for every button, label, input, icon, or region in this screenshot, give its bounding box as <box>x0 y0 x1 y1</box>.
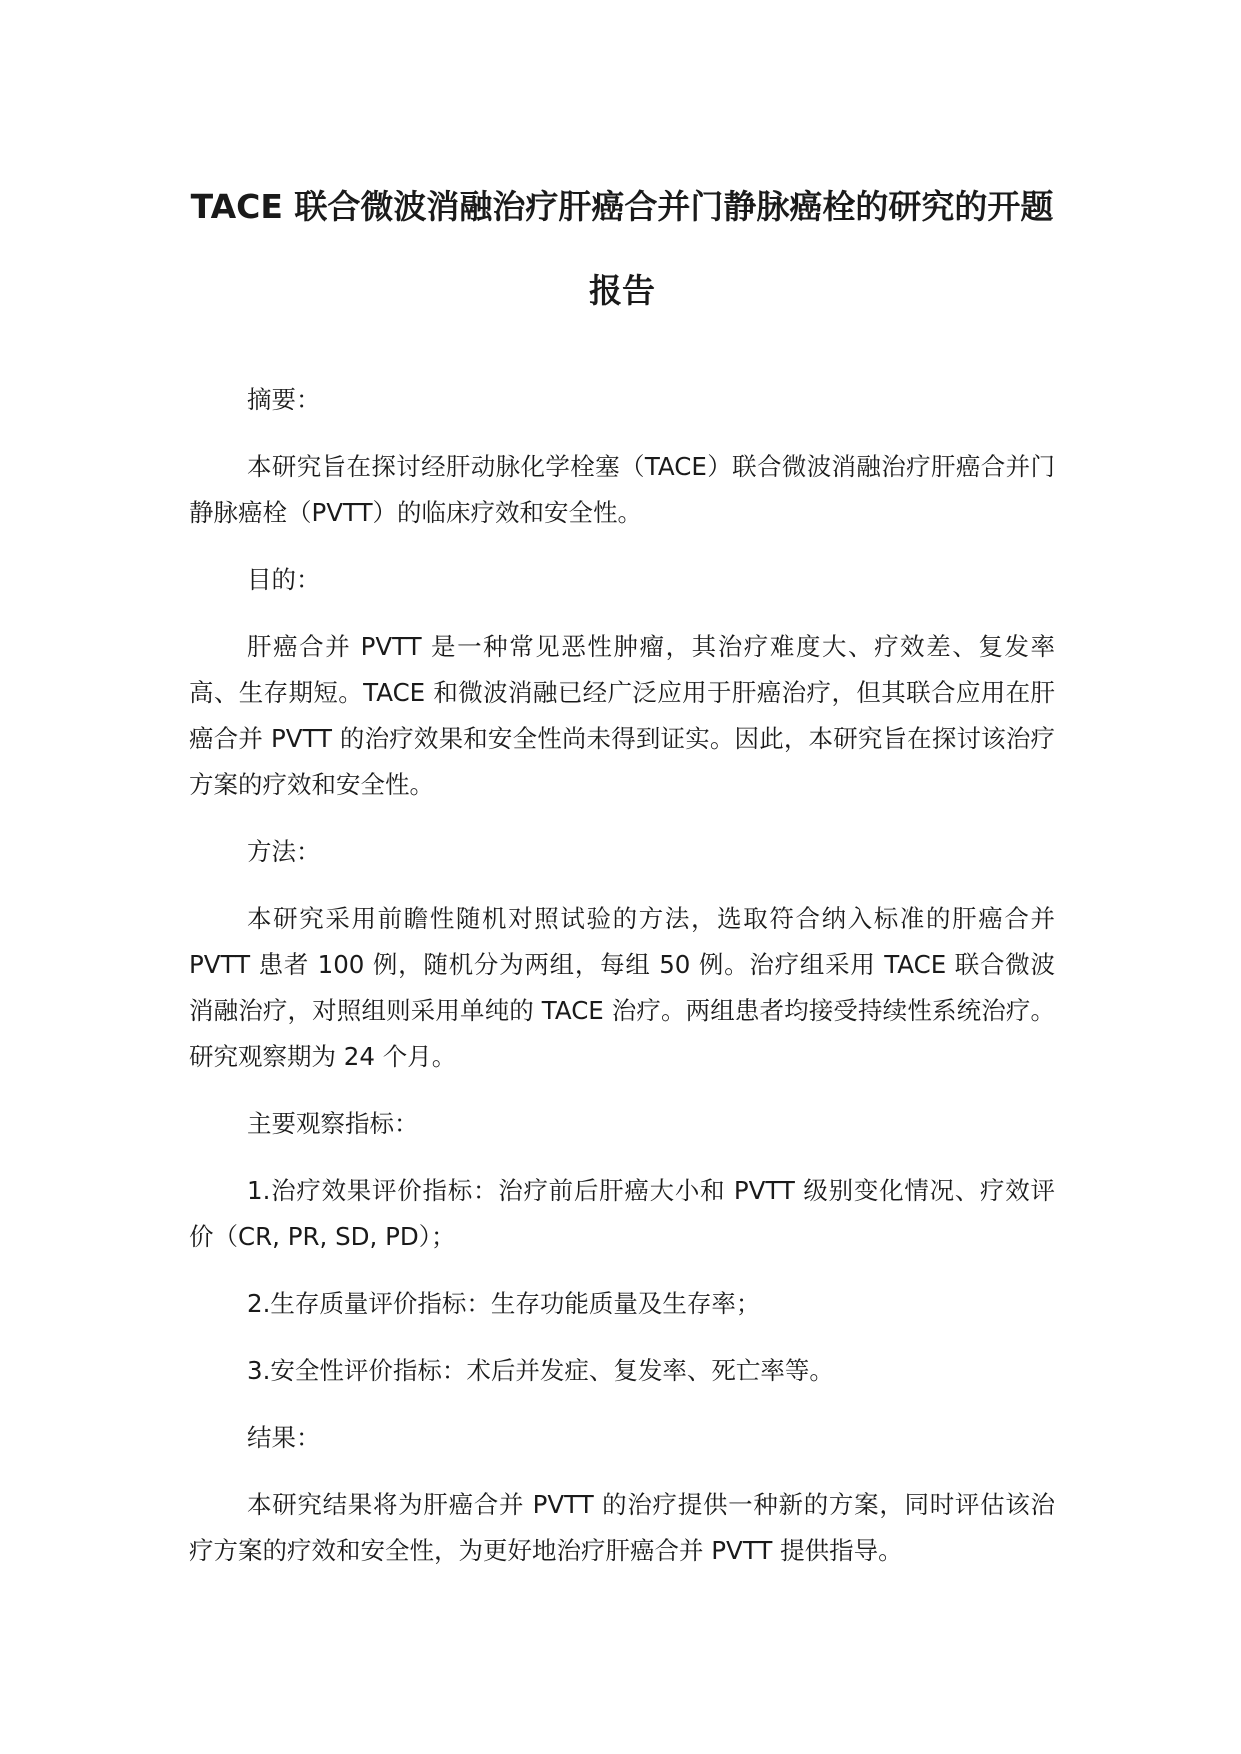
section-heading-methods: 方法： <box>247 837 321 866</box>
paragraph-methods: 本研究采用前瞻性随机对照试验的方法，选取符合纳入标准的肝癌合并 PVTT 患者 100 例，随机分为两组，每组 50 例。治疗组采用 TACE 联合微波消融治疗，对照组则采用单纯的 TACE 治疗。两组患者均接受持续性系统治疗。研究观察期为 24 个月。 <box>189 904 1055 1071</box>
document-body <box>189 377 1055 1595</box>
list-item-indicator-1: 1.治疗效果评价指标：治疗前后肝癌大小和 PVTT 级别变化情况、疗效评价（CR, PR, SD, PD）； <box>189 1176 1055 1251</box>
paragraph-objective: 肝癌合并 PVTT 是一种常见恶性肿瘤，其治疗难度大、疗效差、复发率高、生存期短。TACE 和微波消融已经广泛应用于肝癌治疗，但其联合应用在肝癌合并 PVTT 的治疗效果和安全性尚未得到证实。因此，本研究旨在探讨该治疗方案的疗效和安全性。 <box>189 632 1055 799</box>
section-heading-results: 结果： <box>247 1423 321 1452</box>
section-heading-abstract: 摘要： <box>247 385 321 414</box>
document-title: TACE 联合微波消融治疗肝癌合并门静脉癌栓的研究的开题报告 <box>190 187 1054 310</box>
section-heading-objective: 目的： <box>247 565 321 594</box>
section-heading-indicators: 主要观察指标： <box>247 1109 419 1138</box>
paragraph-abstract: 本研究旨在探讨经肝动脉化学栓塞（TACE）联合微波消融治疗肝癌合并门静脉癌栓（PVTT）的临床疗效和安全性。 <box>189 452 1055 527</box>
list-item-indicator-3: 3.安全性评价指标：术后并发症、复发率、死亡率等。 <box>247 1356 834 1385</box>
paragraph-results: 本研究结果将为肝癌合并 PVTT 的治疗提供一种新的方案，同时评估该治疗方案的疗效和安全性，为更好地治疗肝癌合并 PVTT 提供指导。 <box>189 1490 1055 1565</box>
list-item-indicator-2: 2.生存质量评价指标：生存功能质量及生存率； <box>247 1289 761 1318</box>
